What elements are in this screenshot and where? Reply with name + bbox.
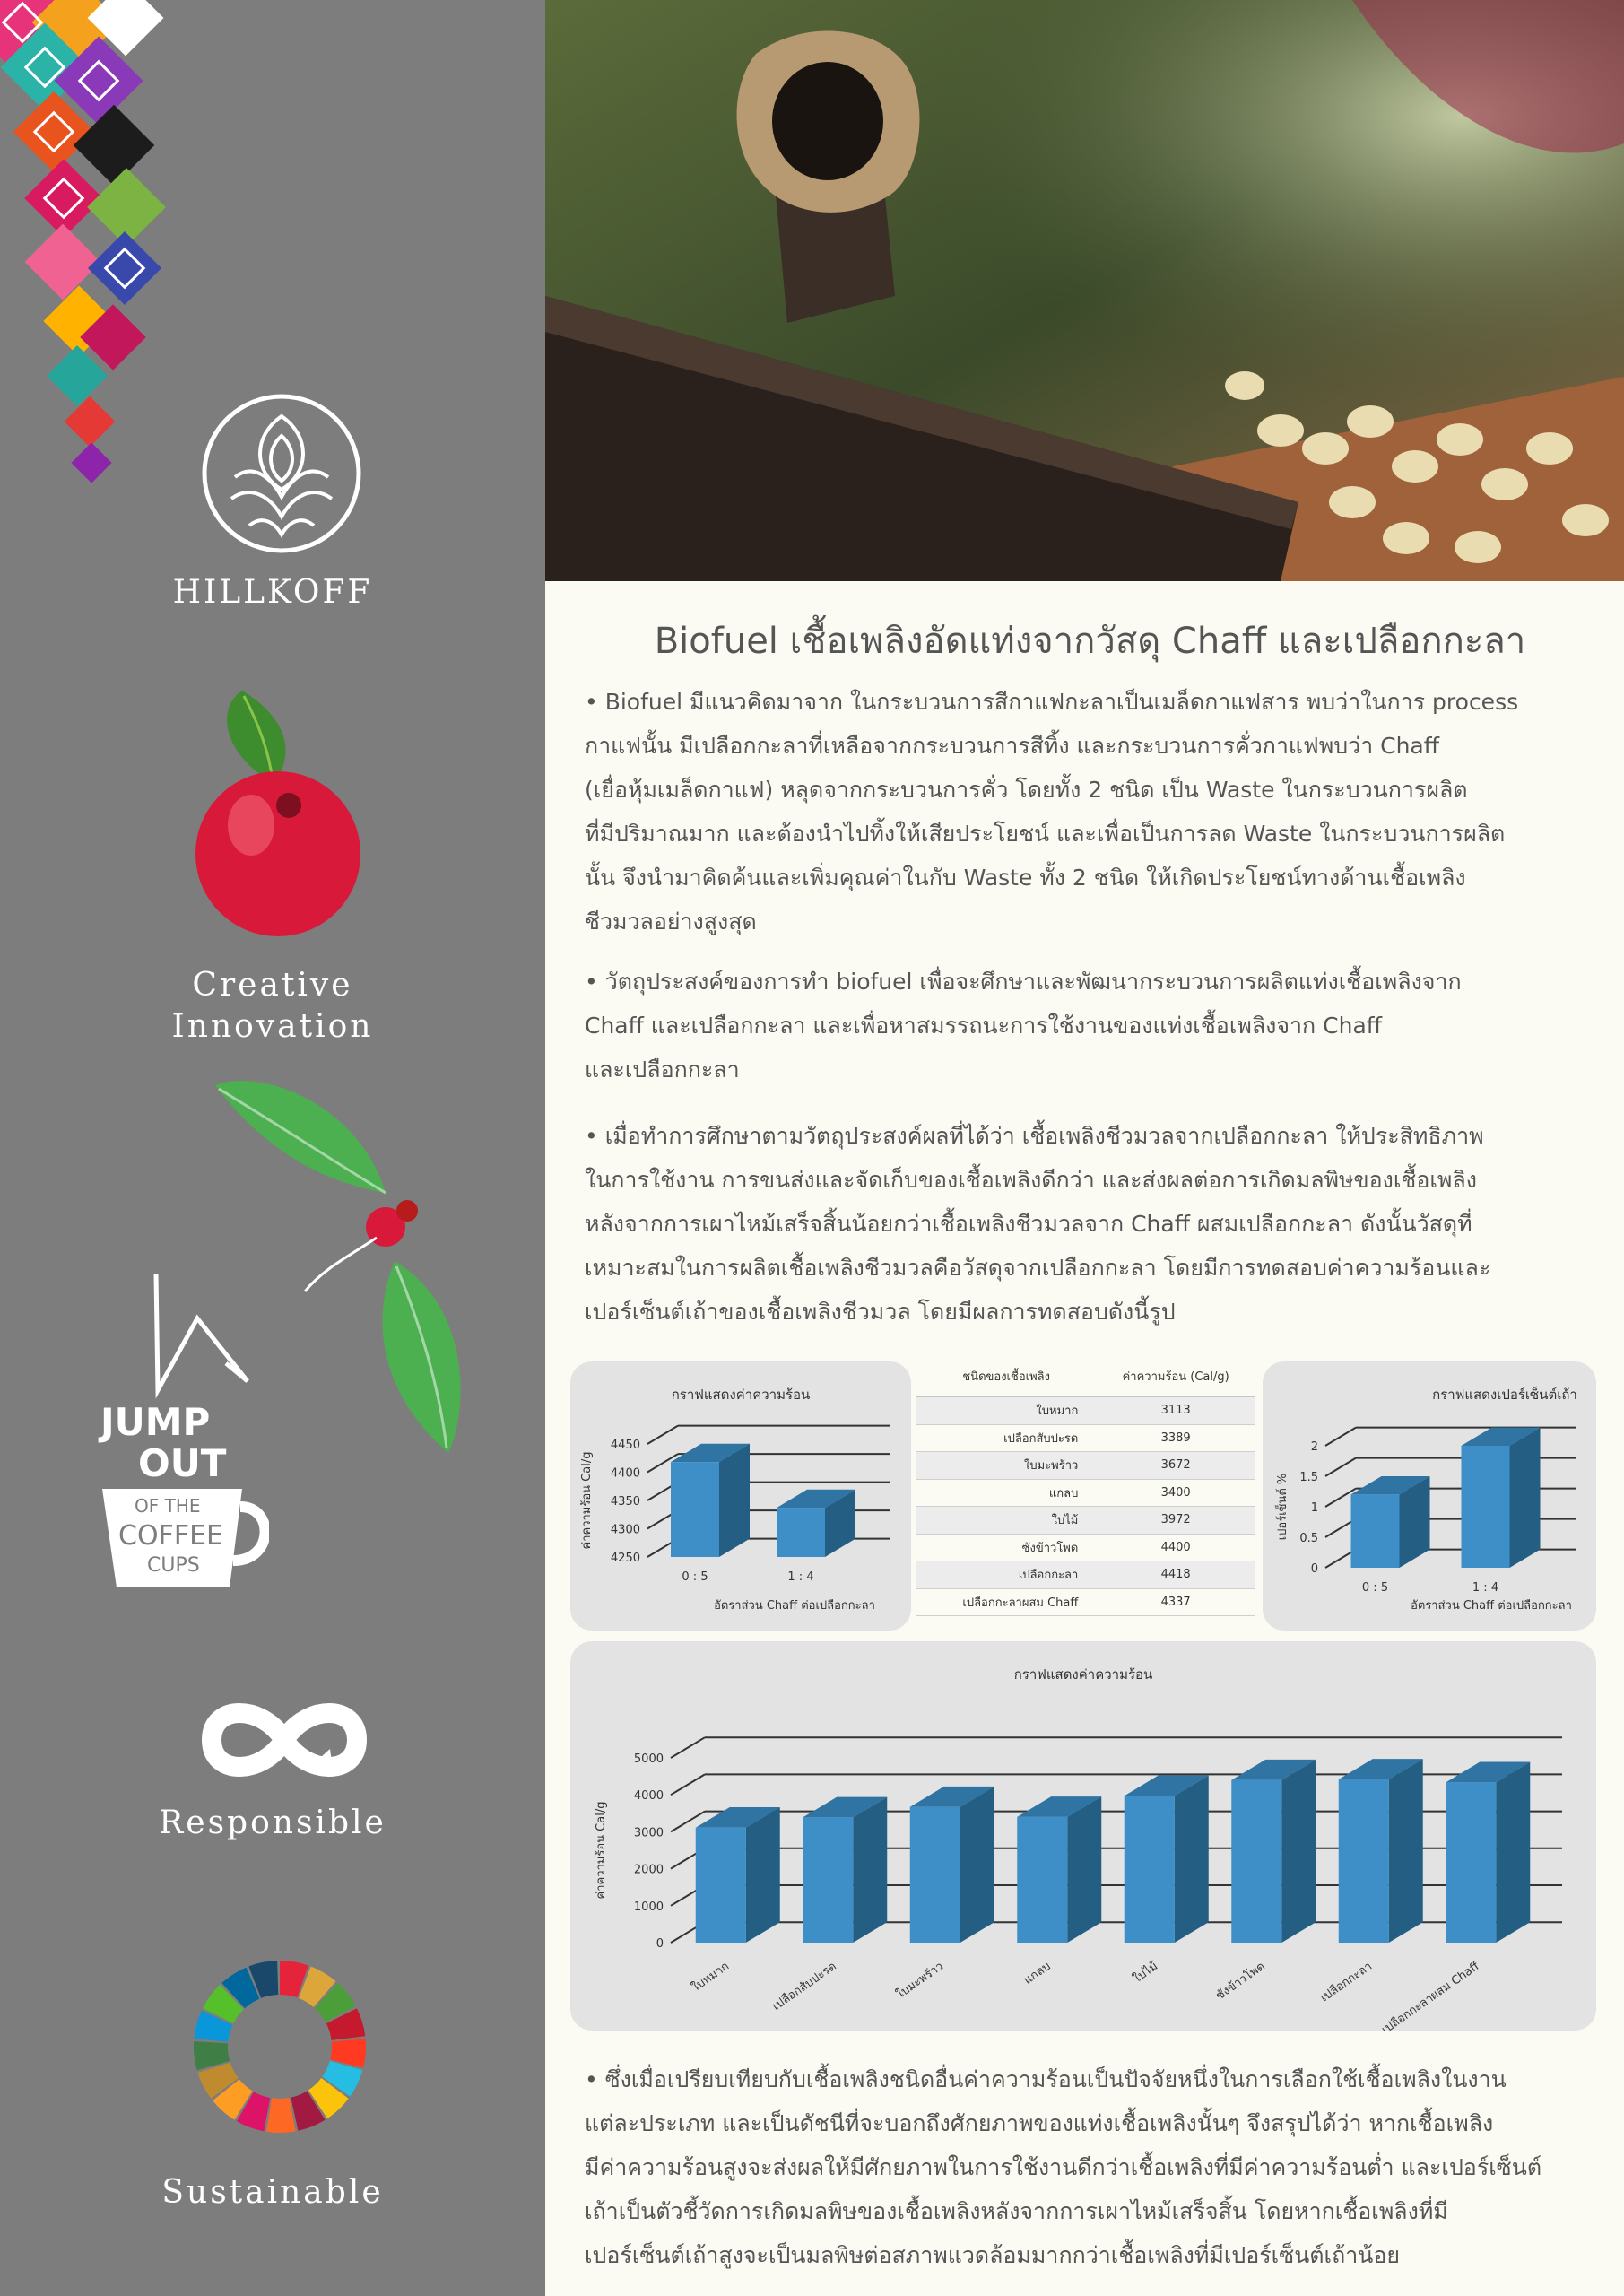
bar-side xyxy=(960,1787,994,1943)
y-tick-label: 4450 xyxy=(610,1439,640,1452)
table-row xyxy=(916,1424,1255,1452)
paragraph-line: • วัตถุประสงค์ของการทำ biofuel เพื่อจะศึกษาและพัฒนากระบวนการผลิตแท่งเชื้อเพลิงจาก xyxy=(585,969,1462,995)
paragraph-line: หลังจากการเผาไหม้เสร็จสิ้นน้อยกว่าเชื้อเพลิงชีวมวลจาก Chaff ผสมเปลือกกะลา ดังนั้นวัสดุที่ xyxy=(585,1211,1472,1237)
gridline-diagonal xyxy=(1325,1428,1356,1446)
table-cell-heat: 3972 xyxy=(1096,1507,1255,1535)
ash-ratio-chart-panel xyxy=(1263,1361,1596,1631)
jump-out-line2: OUT xyxy=(138,1441,227,1485)
paragraph-line: • ซึ่งเมื่อเปรียบเทียบกับเชื้อเพลิงชนิดอื่นค่าความร้อนเป็นปัจจัยหนึ่งในการเลือกใช้เชื้อเพลิงในงาน xyxy=(585,2066,1507,2092)
jump-out-line5: CUPS xyxy=(147,1554,200,1577)
heat-comparison-chart-panel xyxy=(570,1641,1596,2031)
jump-out-line3: OF THE xyxy=(135,1495,201,1517)
chart-title: กราฟแสดงค่าความร้อน xyxy=(1013,1666,1153,1683)
bar-side xyxy=(1281,1760,1316,1943)
chart-title: กราฟแสดงค่าความร้อน xyxy=(671,1387,811,1403)
y-tick-label: 3000 xyxy=(633,1826,664,1840)
table-header-fuel-type: ชนิดของเชื้อเพลิง xyxy=(916,1356,1096,1396)
bar-side xyxy=(719,1444,750,1557)
x-tick-label: 1 : 4 xyxy=(1472,1581,1499,1595)
bar-side xyxy=(746,1807,780,1943)
bar-side xyxy=(1175,1776,1209,1943)
table-cell-heat: 3672 xyxy=(1096,1452,1255,1480)
sidebar xyxy=(0,0,545,2296)
y-tick-label: 4400 xyxy=(610,1466,640,1481)
y-tick-label: 5000 xyxy=(633,1752,664,1766)
hillkoff-logo-icon xyxy=(199,391,364,556)
bar xyxy=(1462,1446,1510,1568)
y-tick-label: 4350 xyxy=(610,1495,640,1509)
table-cell-fuel: เปลือกกะลาผสม Chaff xyxy=(916,1588,1096,1616)
bar-side xyxy=(1510,1428,1541,1568)
ash-percent-chart xyxy=(1263,1361,1596,1631)
table-cell-fuel: ซังข้าวโพด xyxy=(916,1534,1096,1561)
paragraph-line: มีค่าความร้อนสูงจะส่งผลให้มีศักยภาพในการใช้งานดีกว่าเชื้อเพลิงที่มีค่าความร้อนต่ำ และเปอร์เซ็นต์ xyxy=(585,2154,1542,2180)
paragraph-line: • Biofuel มีแนวคิดมาจาก ในกระบวนการสีกาแฟกะลาเป็นเมล็ดกาแฟสาร พบว่าในการ process xyxy=(585,689,1519,715)
bar xyxy=(803,1817,853,1943)
paragraph-line: กาแฟนั้น มีเปลือกกะลาที่เหลือจากกระบวนการสีทิ้ง และกระบวนการคั่วกาแฟพบว่า Chaff xyxy=(585,733,1439,759)
table-cell-fuel: ใบมะพร้าว xyxy=(916,1452,1096,1480)
brand-name: HILLKOFF xyxy=(172,574,373,611)
bar xyxy=(1339,1779,1389,1943)
table-cell-heat: 4337 xyxy=(1096,1588,1255,1616)
table-row xyxy=(916,1507,1255,1535)
heat-ratio-chart xyxy=(570,1361,911,1631)
paragraph-conclusion xyxy=(585,2057,1541,2277)
paragraph-objective xyxy=(585,960,1462,1091)
y-tick-label: 2000 xyxy=(633,1863,664,1877)
y-tick-label: 1 xyxy=(1310,1501,1318,1515)
x-tick-label: ใบไม้ xyxy=(1131,1959,1161,1987)
y-tick-label: 4250 xyxy=(610,1552,640,1565)
bar-side xyxy=(853,1797,887,1943)
y-tick-label: 4000 xyxy=(633,1789,664,1804)
table-cell-heat: 4400 xyxy=(1096,1534,1255,1561)
value-creative-innovation: Creative Innovation xyxy=(171,967,374,1045)
x-tick-label: แกลบ xyxy=(1021,1959,1054,1987)
paragraph-line: เปอร์เซ็นต์เถ้าสูงจะเป็นมลพิษต่อสภาพแวดล้อมมากกว่าเชื้อเพลิงที่มีเปอร์เซ็นต์เถ้าน้อย xyxy=(585,2242,1400,2268)
table-cell-fuel: เปลือกสับปะรด xyxy=(916,1424,1096,1452)
y-axis-label: ค่าความร้อน Cal/g xyxy=(580,1451,594,1550)
y-tick-label: 4300 xyxy=(610,1523,640,1537)
x-tick-label: ซังข้าวโพด xyxy=(1213,1959,1268,2004)
gridline-diagonal xyxy=(671,1737,705,1758)
bar xyxy=(696,1828,746,1943)
value-sustainable: Sustainable xyxy=(161,2174,384,2211)
bar xyxy=(1351,1494,1400,1568)
ethnic-pattern-decoration xyxy=(0,0,215,502)
table-row xyxy=(916,1588,1255,1616)
table-cell-heat: 3113 xyxy=(1096,1396,1255,1424)
paragraph-line: Chaff และเปลือกกะลา และเพื่อหาสมรรถนะการใช้งานของแท่งเชื้อเพลิงจาก Chaff xyxy=(585,1013,1382,1039)
y-tick-label: 0 xyxy=(1310,1562,1318,1576)
table-header-heat-value: ค่าความร้อน (Cal/g) xyxy=(1096,1356,1255,1396)
table-row xyxy=(916,1452,1255,1480)
sdg-wheel-icon xyxy=(192,1959,368,2135)
y-tick-label: 1000 xyxy=(633,1900,664,1914)
chart-title: กราฟแสดงเปอร์เซ็นต์เถ้า xyxy=(1432,1387,1577,1403)
table-cell-fuel: เปลือกกะลา xyxy=(916,1561,1096,1589)
y-tick-label: 0.5 xyxy=(1299,1532,1318,1545)
coffee-cherry-icon xyxy=(188,691,368,942)
infinity-icon xyxy=(199,1695,369,1785)
bar-side xyxy=(1067,1796,1101,1943)
bar xyxy=(1231,1780,1281,1943)
value-responsible: Responsible xyxy=(159,1805,386,1841)
hero-photo-biofuel xyxy=(545,0,1624,581)
x-axis-label: อัตราส่วน Chaff ต่อเปลือกกะลา xyxy=(1411,1599,1572,1613)
paragraph-line: เถ้าเป็นตัวชี้วัดการเกิดมลพิษของเชื้อเพลิงหลังจากการเผาไหม้เสร็จสิ้น โดยหากเชื้อเพลิงที่มี xyxy=(585,2198,1448,2224)
x-tick-label: 1 : 4 xyxy=(787,1570,814,1584)
gridline-diagonal xyxy=(1325,1458,1356,1476)
y-axis-label: ค่าความร้อน Cal/g xyxy=(595,1801,608,1900)
paragraph-results xyxy=(585,1114,1490,1334)
jump-out-line4: COFFEE xyxy=(118,1520,223,1552)
gridline-diagonal xyxy=(671,1774,705,1795)
page-title: Biofuel เชื้อเพลิงอัดแท่งจากวัสดุ Chaff และเปลือกกะลา xyxy=(654,621,1526,662)
jump-out-line1: JUMP xyxy=(100,1400,211,1444)
paragraph-line: (เยื่อหุ้มเมล็ดกาแฟ) หลุดจากกระบวนการคั่ว โดยทั้ง 2 ชนิด เป็น Waste ในกระบวนการผลิต xyxy=(585,777,1468,803)
bar xyxy=(777,1508,825,1557)
paragraph-line: นั้น จึงนำมาคิดค้นและเพิ่มคุณค่าในกับ Waste ทั้ง 2 ชนิด ให้เกิดประโยชน์ทางด้านเชื้อเพลิง xyxy=(585,865,1466,891)
paragraph-line: ที่มีปริมาณมาก และต้องนำไปทิ้งให้เสียประโยชน์ และเพื่อเป็นการลด Waste ในกระบวนการผลิต xyxy=(585,821,1506,847)
paragraph-line: • เมื่อทำการศึกษาตามวัตถุประสงค์ผลที่ได้ว่า เชื้อเพลิงชีวมวลจากเปลือกกะลา ให้ประสิทธิภาพ xyxy=(585,1123,1484,1149)
x-axis-label: อัตราส่วน Chaff ต่อเปลือกกะลา xyxy=(714,1599,875,1613)
x-tick-label: เปลือกกะลา xyxy=(1317,1959,1376,2005)
heat-ratio-chart-panel xyxy=(570,1361,911,1631)
bar xyxy=(1017,1817,1067,1943)
y-tick-label: 1.5 xyxy=(1299,1471,1318,1484)
bar xyxy=(1125,1796,1175,1943)
bar-side xyxy=(1496,1762,1530,1943)
paragraph-line: แต่ละประเภท และเป็นดัชนีที่จะบอกถึงศักยภาพของแท่งเชื้อเพลิงนั้นๆ จึงสรุปได้ว่า หากเชื้อเพลิง xyxy=(585,2110,1494,2136)
y-axis-label: เปอร์เซ็นต์ % xyxy=(1276,1473,1290,1541)
table-row xyxy=(916,1561,1255,1589)
paragraph-line: ในการใช้งาน การขนส่งและจัดเก็บของเชื้อเพลิงดีกว่า และส่งผลต่อการเกิดมลพิษของเชื้อเพลิง xyxy=(585,1167,1477,1193)
table-row xyxy=(916,1534,1255,1561)
paragraph-line: เปอร์เซ็นต์เถ้าของเชื้อเพลิงชีวมวล โดยมีผลการทดสอบดังนี้รูป xyxy=(585,1299,1176,1325)
y-tick-label: 2 xyxy=(1310,1440,1318,1454)
table-cell-heat: 3389 xyxy=(1096,1424,1255,1452)
table-cell-fuel: ใบไม้ xyxy=(916,1507,1096,1535)
x-tick-label: ใบหมาก xyxy=(690,1959,733,1996)
paragraph-line: ชีวมวลอย่างสูงสุด xyxy=(585,909,757,935)
table-row xyxy=(916,1396,1255,1424)
x-tick-label: 0 : 5 xyxy=(1361,1581,1389,1595)
paragraph-line: เหมาะสมในการผลิตเชื้อเพลิงชีวมวลคือวัสดุจากเปลือกกะลา โดยมีการทดสอบค่าความร้อนและ xyxy=(585,1255,1491,1281)
table-cell-fuel: แกลบ xyxy=(916,1479,1096,1507)
y-tick-label: 0 xyxy=(656,1937,664,1951)
bar-side xyxy=(1389,1759,1423,1943)
x-tick-label: 0 : 5 xyxy=(682,1570,708,1584)
fuel-heat-table xyxy=(916,1356,1255,1616)
x-tick-label: เปลือกสับปะรด xyxy=(769,1959,839,2013)
x-tick-label: เปลือกกะลาผสม Chaff xyxy=(1379,1959,1482,2031)
jump-out-of-the-coffee-cups-logo xyxy=(90,1265,269,1596)
bar xyxy=(671,1462,719,1557)
bar xyxy=(910,1807,960,1943)
table-row xyxy=(916,1479,1255,1507)
heat-comparison-chart xyxy=(570,1641,1596,2031)
bar xyxy=(1446,1782,1496,1943)
gridline-diagonal xyxy=(647,1426,678,1444)
paragraph-concept xyxy=(585,680,1518,944)
table-cell-heat: 3400 xyxy=(1096,1479,1255,1507)
x-tick-label: ใบมะพร้าว xyxy=(894,1959,947,2002)
table-cell-heat: 4418 xyxy=(1096,1561,1255,1589)
table-cell-fuel: ใบหมาก xyxy=(916,1396,1096,1424)
paragraph-line: และเปลือกกะลา xyxy=(585,1057,740,1083)
